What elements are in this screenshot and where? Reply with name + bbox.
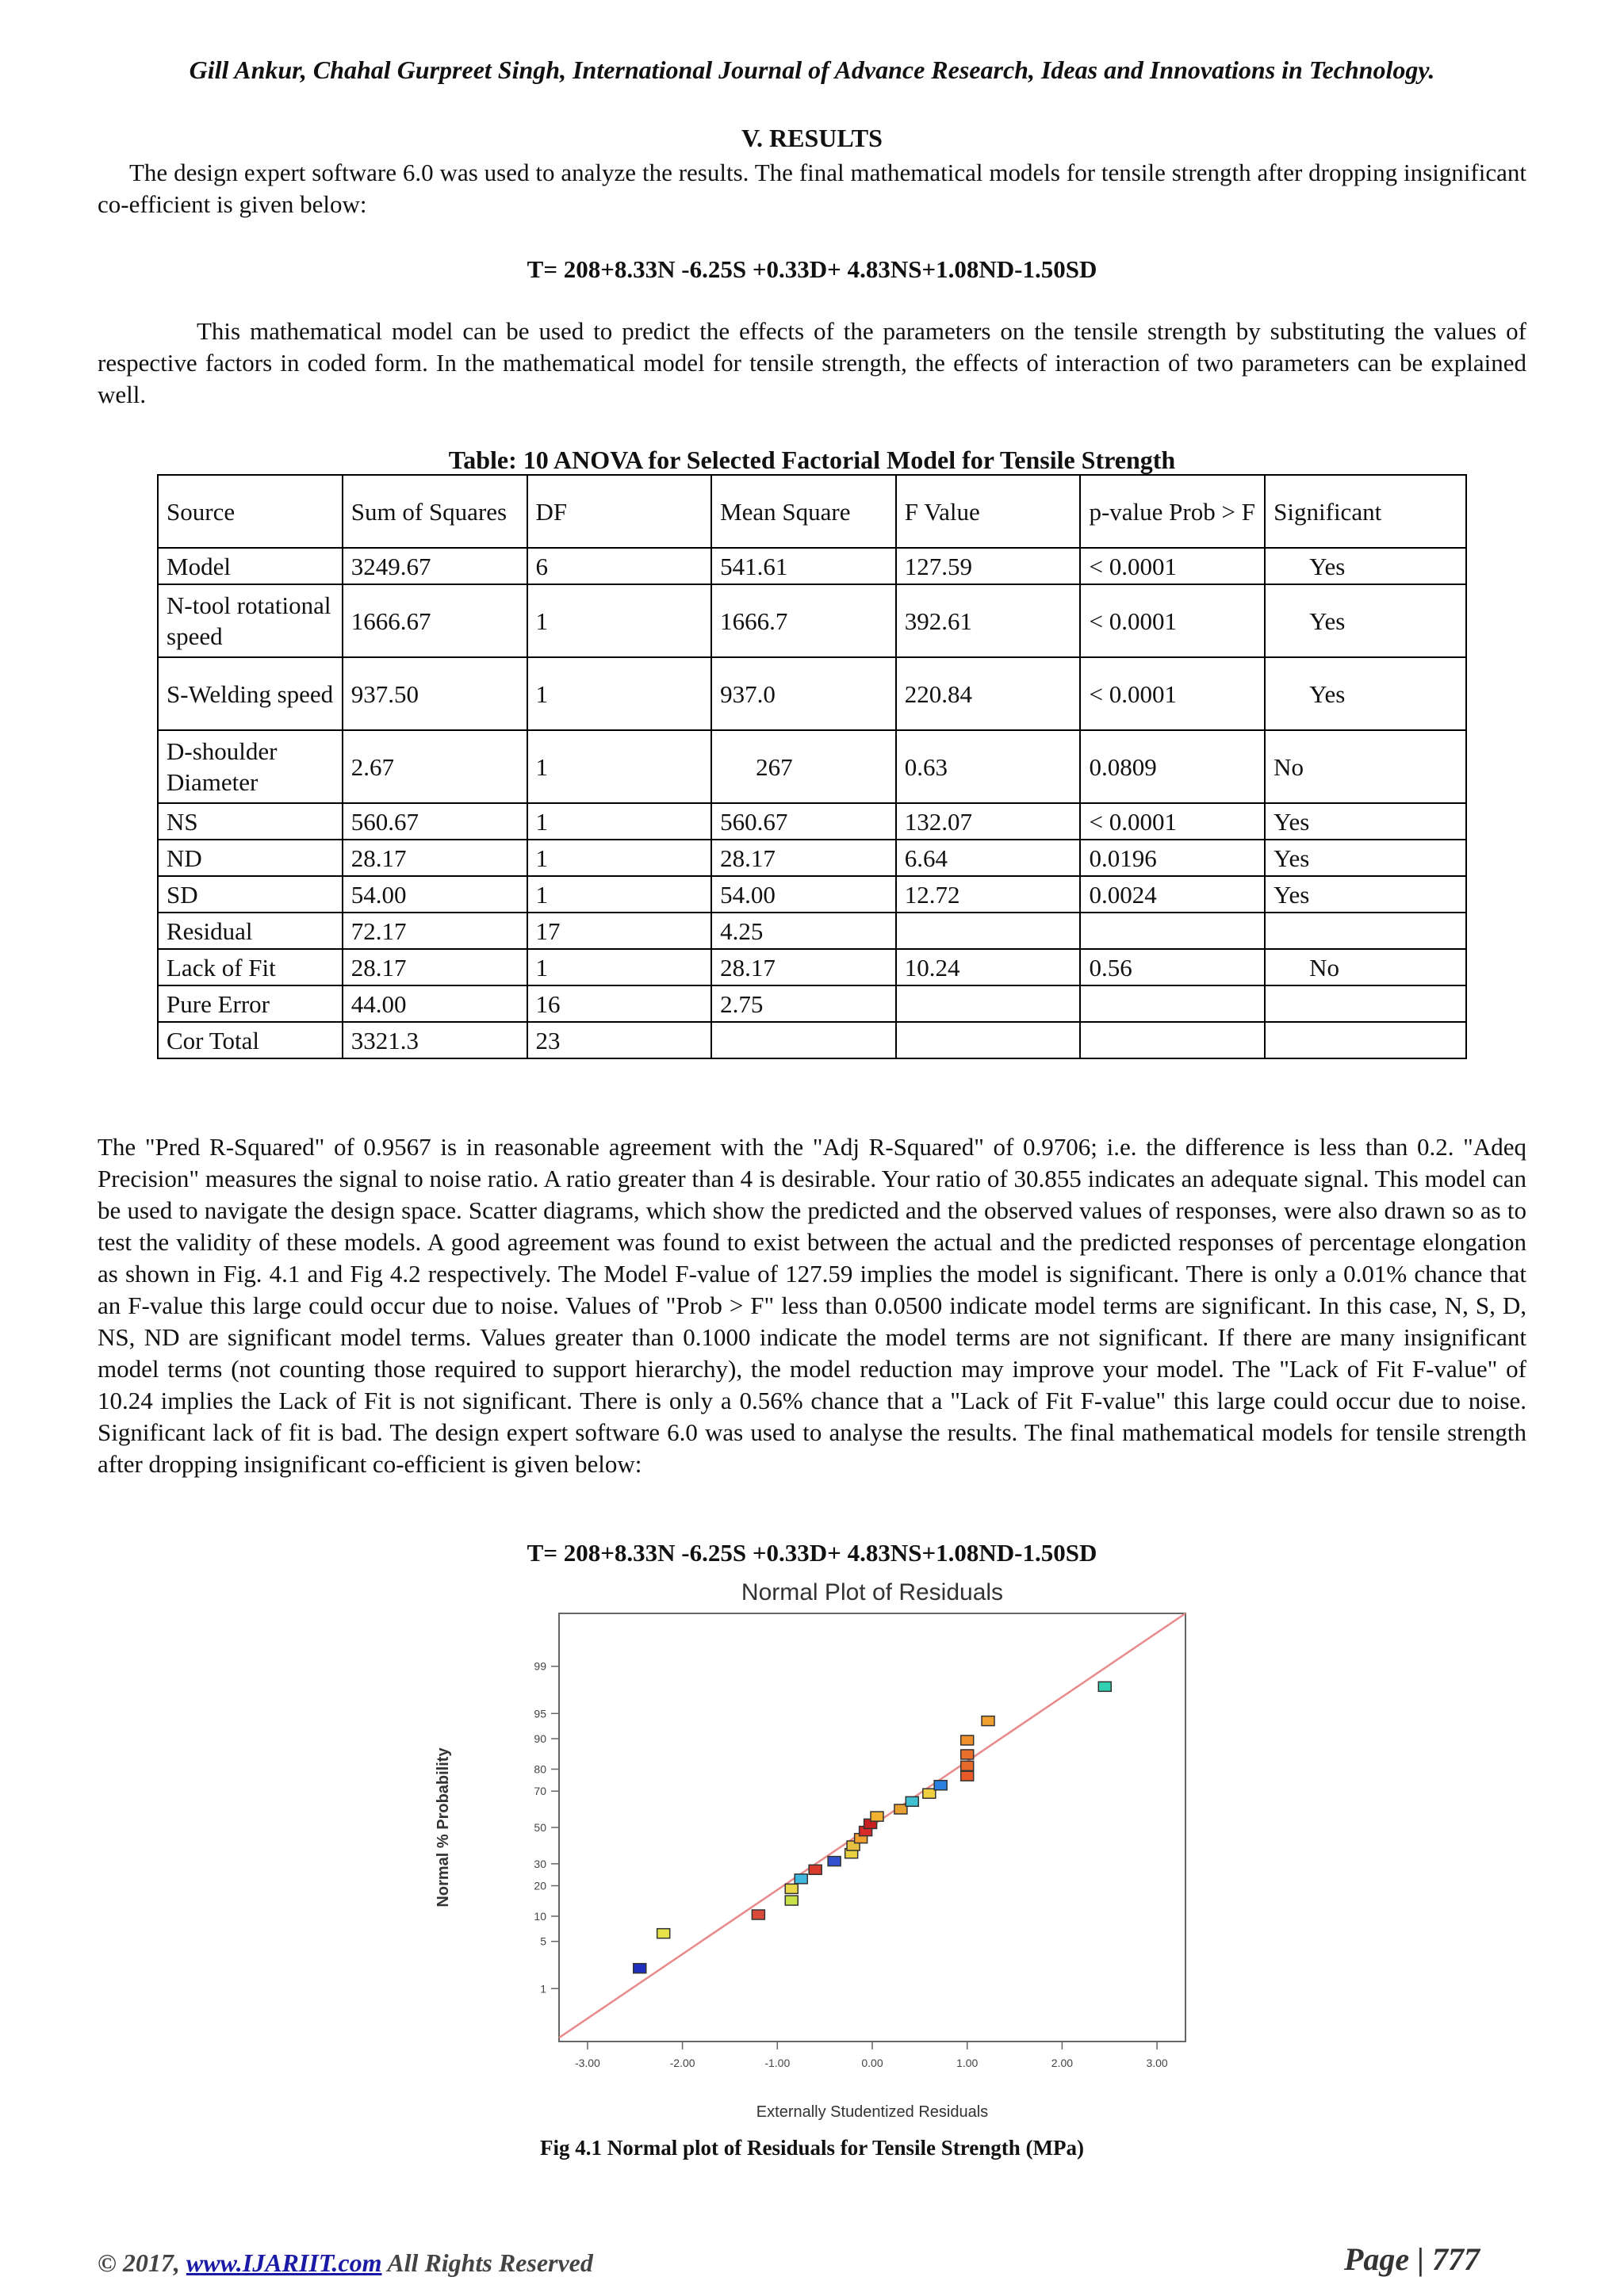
y-tick-label: 90	[534, 1732, 546, 1746]
header-cell: F Value	[896, 475, 1081, 548]
cell-df: 17	[527, 913, 712, 949]
cell-sum-of-squares: 28.17	[343, 840, 527, 876]
y-tick-label: 99	[534, 1659, 546, 1673]
x-tick-label: -3.00	[574, 2057, 600, 2069]
x-tick-label: 0.00	[861, 2057, 883, 2069]
x-tick-label: 2.00	[1051, 2057, 1074, 2069]
y-tick-label: 10	[534, 1909, 546, 1923]
cell-f-value: 0.63	[896, 730, 1081, 803]
running-header: Gill Ankur, Chahal Gurpreet Singh, International Journal of Advance Research, Ideas and Innovations in Technology.	[189, 55, 1435, 84]
data-point	[923, 1789, 936, 1798]
data-point	[961, 1750, 974, 1759]
cell-df: 1	[527, 949, 712, 985]
table-row	[158, 657, 1466, 730]
plot-content	[534, 1613, 1185, 2069]
page-number: Page | 777	[1344, 2241, 1480, 2277]
data-point	[906, 1797, 918, 1806]
cell-mean-square	[711, 1022, 896, 1058]
y-tick-label: 1	[540, 1982, 546, 1996]
data-point	[961, 1761, 974, 1770]
figure-caption: Fig 4.1 Normal plot of Residuals for Tensile Strength (MPa)	[540, 2136, 1084, 2160]
cell-significant: Yes	[1265, 584, 1466, 657]
cell-df: 6	[527, 548, 712, 584]
y-tick-label: 95	[534, 1707, 546, 1720]
header-cell: Source	[158, 475, 343, 548]
intro-paragraph: The design expert software 6.0 was used to analyze the results. The final mathematical models for tensile strength after dropping insignificant co-efficient is given below:	[98, 159, 1526, 218]
cell-sum-of-squares: 28.17	[343, 949, 527, 985]
cell-f-value: 10.24	[896, 949, 1081, 985]
data-point	[961, 1771, 974, 1781]
cell-sum-of-squares: 937.50	[343, 657, 527, 730]
cell-significant: Yes	[1265, 876, 1466, 913]
cell-f-value: 220.84	[896, 657, 1081, 730]
cell-f-value: 132.07	[896, 803, 1081, 840]
cell-source: Model	[158, 548, 343, 584]
cell-sum-of-squares: 72.17	[343, 913, 527, 949]
cell-significant: No	[1265, 730, 1466, 803]
header-cell: p-value Prob > F	[1080, 475, 1265, 548]
data-point	[785, 1896, 798, 1905]
data-point	[1098, 1682, 1111, 1691]
data-point	[752, 1910, 764, 1919]
cell-significant: No	[1265, 949, 1466, 985]
cell-df: 1	[527, 840, 712, 876]
cell-source: Pure Error	[158, 985, 343, 1022]
table-row	[158, 949, 1466, 985]
table-caption: Table: 10 ANOVA for Selected Factorial Model for Tensile Strength	[448, 446, 1176, 474]
cell-source: ND	[158, 840, 343, 876]
data-point	[871, 1812, 883, 1821]
table-row	[158, 985, 1466, 1022]
cell-df: 1	[527, 876, 712, 913]
cell-mean-square: 541.61	[711, 548, 896, 584]
cell-significant: Yes	[1265, 548, 1466, 584]
x-tick-label: 3.00	[1146, 2057, 1168, 2069]
cell-f-value	[896, 1022, 1081, 1058]
cell-sum-of-squares: 2.67	[343, 730, 527, 803]
cell-df: 16	[527, 985, 712, 1022]
cell-sum-of-squares: 3321.3	[343, 1022, 527, 1058]
journal-link[interactable]: www.IJARIIT.com	[186, 2248, 382, 2277]
data-point	[634, 1964, 646, 1973]
cell-p-value	[1080, 1022, 1265, 1058]
data-point	[809, 1865, 822, 1874]
anova-table	[157, 474, 1467, 1059]
normal-plot-of-residuals-chart	[412, 1578, 1221, 2125]
cell-mean-square: 1666.7	[711, 584, 896, 657]
cell-mean-square: 28.17	[711, 949, 896, 985]
cell-mean-square: 2.75	[711, 985, 896, 1022]
cell-f-value	[896, 985, 1081, 1022]
cell-significant: Yes	[1265, 840, 1466, 876]
cell-f-value: 12.72	[896, 876, 1081, 913]
x-axis-label: Externally Studentized Residuals	[756, 2103, 989, 2121]
cell-mean-square: 560.67	[711, 803, 896, 840]
cell-f-value: 127.59	[896, 548, 1081, 584]
table-row	[158, 548, 1466, 584]
cell-source: Residual	[158, 913, 343, 949]
cell-mean-square: 28.17	[711, 840, 896, 876]
header-cell: DF	[527, 475, 712, 548]
cell-source: SD	[158, 876, 343, 913]
cell-df: 1	[527, 803, 712, 840]
equation-1: T= 208+8.33N -6.25S +0.33D+ 4.83NS+1.08ND-1.50SD	[527, 255, 1097, 283]
table-row	[158, 913, 1466, 949]
x-tick-label: 1.00	[956, 2057, 979, 2069]
cell-p-value: < 0.0001	[1080, 657, 1265, 730]
cell-df: 1	[527, 584, 712, 657]
y-tick-label: 30	[534, 1857, 546, 1870]
header-cell: Sum of Squares	[343, 475, 527, 548]
cell-source: Lack of Fit	[158, 949, 343, 985]
table-row	[158, 840, 1466, 876]
cell-df: 23	[527, 1022, 712, 1058]
data-point	[657, 1929, 670, 1938]
table-row	[158, 876, 1466, 913]
cell-df: 1	[527, 730, 712, 803]
chart-title: Normal Plot of Residuals	[741, 1579, 1004, 1605]
cell-significant	[1265, 1022, 1466, 1058]
table-header-row	[158, 475, 1466, 548]
x-tick-label: -1.00	[764, 2057, 791, 2069]
data-point	[785, 1884, 798, 1893]
header-cell: Significant	[1265, 475, 1466, 548]
table-row	[158, 730, 1466, 803]
cell-sum-of-squares: 1666.67	[343, 584, 527, 657]
y-tick-label: 5	[540, 1934, 546, 1948]
footer-copyright	[98, 2248, 593, 2278]
y-tick-label: 20	[534, 1879, 546, 1892]
table-row	[158, 1022, 1466, 1058]
cell-sum-of-squares: 54.00	[343, 876, 527, 913]
cell-significant	[1265, 985, 1466, 1022]
model-paragraph: This mathematical model can be used to predict the effects of the parameters on the tensile strength by substituting the values of respective factors in coded form. In the mathematical model for tensile strength, the effects of interaction of two parameters can be explained well.	[98, 317, 1526, 408]
cell-f-value: 392.61	[896, 584, 1081, 657]
copyright-prefix: © 2017,	[98, 2248, 186, 2277]
cell-sum-of-squares: 3249.67	[343, 548, 527, 584]
cell-p-value: 0.0809	[1080, 730, 1265, 803]
discussion-paragraph: The "Pred R-Squared" of 0.9567 is in reasonable agreement with the "Adj R-Squared" of 0.9706; i.e. the difference is less than 0.2. "Adeq Precision" measures the signal to noise ratio. A ratio greater than 4 is desirable. Your ratio of 30.855 indicates an adequate signal. This model can be used to navigate the design space. Scatter diagrams, which show the predicted and the observed values of responses, were also drawn so as to test the validity of these models. A good agreement was found to exist between the actual and the predicted responses of percentage elongation as shown in Fig. 4.1 and Fig 4.2 respectively. The Model F-value of 127.59 implies the model is significant. There is only a 0.01% chance that an F-value this large could occur due to noise. Values of "Prob > F" less than 0.0500 indicate model terms are significant. In this case, N, S, D, NS, ND are significant model terms. Values greater than 0.1000 indicate the model terms are not significant. If there are many insignificant model terms (not counting those required to support hierarchy), the model reduction may improve your model. The "Lack of Fit F-value" of 10.24 implies the Lack of Fit is not significant. There is only a 0.56% chance that a "Lack of Fit F-value" this large could occur due to noise. Significant lack of fit is bad. The design expert software 6.0 was used to analyse the results. The final mathematical models for tensile strength after dropping insignificant co-efficient is given below:	[98, 1133, 1526, 1478]
cell-mean-square: 54.00	[711, 876, 896, 913]
cell-source: Cor Total	[158, 1022, 343, 1058]
cell-p-value	[1080, 913, 1265, 949]
cell-source: NS	[158, 803, 343, 840]
cell-df: 1	[527, 657, 712, 730]
data-point	[982, 1716, 994, 1726]
cell-p-value: 0.0196	[1080, 840, 1265, 876]
header-cell: Mean Square	[711, 475, 896, 548]
copyright-suffix: All Rights Reserved	[381, 2248, 593, 2277]
cell-significant	[1265, 913, 1466, 949]
section-title: V. RESULTS	[741, 124, 883, 152]
cell-p-value	[1080, 985, 1265, 1022]
cell-sum-of-squares: 560.67	[343, 803, 527, 840]
cell-source: D-shoulder Diameter	[158, 730, 343, 803]
cell-source: N-tool rotational speed	[158, 584, 343, 657]
x-tick-label: -2.00	[669, 2057, 695, 2069]
cell-mean-square: 267	[711, 730, 896, 803]
table-row	[158, 584, 1466, 657]
cell-significant: Yes	[1265, 803, 1466, 840]
cell-p-value: 0.0024	[1080, 876, 1265, 913]
cell-significant: Yes	[1265, 657, 1466, 730]
cell-p-value: < 0.0001	[1080, 584, 1265, 657]
data-point	[795, 1874, 807, 1884]
cell-f-value	[896, 913, 1081, 949]
data-point	[828, 1857, 841, 1866]
y-tick-label: 80	[534, 1762, 546, 1776]
cell-p-value: 0.56	[1080, 949, 1265, 985]
cell-f-value: 6.64	[896, 840, 1081, 876]
cell-mean-square: 937.0	[711, 657, 896, 730]
equation-2: T= 208+8.33N -6.25S +0.33D+ 4.83NS+1.08ND-1.50SD	[527, 1539, 1097, 1567]
data-point	[894, 1804, 907, 1814]
y-axis-label: Normal % Probability	[435, 1747, 452, 1908]
data-point	[934, 1781, 947, 1790]
table-row	[158, 803, 1466, 840]
y-tick-label: 70	[534, 1785, 546, 1798]
cell-source: S-Welding speed	[158, 657, 343, 730]
cell-p-value: < 0.0001	[1080, 548, 1265, 584]
cell-sum-of-squares: 44.00	[343, 985, 527, 1022]
data-point	[961, 1735, 974, 1745]
cell-mean-square: 4.25	[711, 913, 896, 949]
cell-p-value: < 0.0001	[1080, 803, 1265, 840]
y-tick-label: 50	[534, 1821, 546, 1834]
